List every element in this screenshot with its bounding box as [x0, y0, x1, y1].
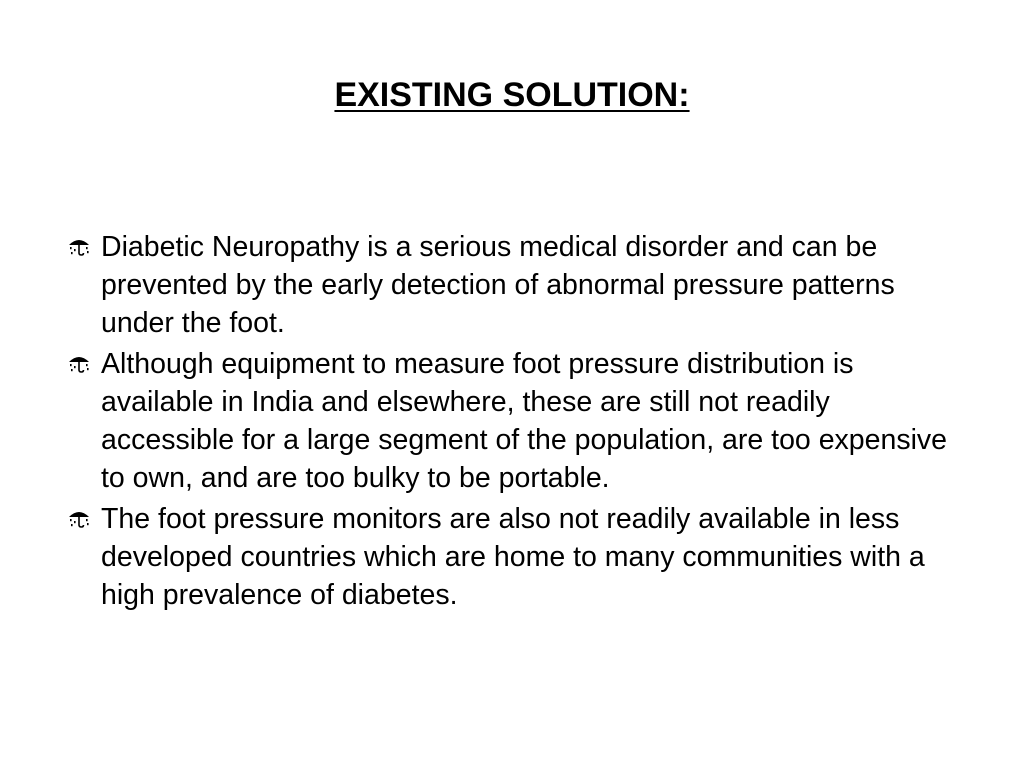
umbrella-rain-icon [67, 353, 91, 373]
bullet-text: Diabetic Neuropathy is a serious medical disorder and can be prevented by the early detection of abnormal pressure patterns under the foot. [101, 231, 895, 339]
umbrella-rain-icon [67, 508, 91, 528]
bullet-item [64, 345, 964, 497]
slide-title: EXISTING SOLUTION: [334, 76, 690, 114]
umbrella-rain-icon [67, 236, 91, 256]
bullet-list [64, 228, 964, 617]
bullet-item [64, 228, 964, 342]
bullet-text: The foot pressure monitors are also not readily available in less developed countries which are home to many communities with a high prevalence of diabetes. [101, 503, 925, 611]
bullet-text: Although equipment to measure foot pressure distribution is available in India and elsewhere, these are still not readily accessible for a large segment of the population, are too expensive to own, and are too bulky to be portable. [101, 348, 948, 494]
bullet-item [64, 500, 964, 614]
